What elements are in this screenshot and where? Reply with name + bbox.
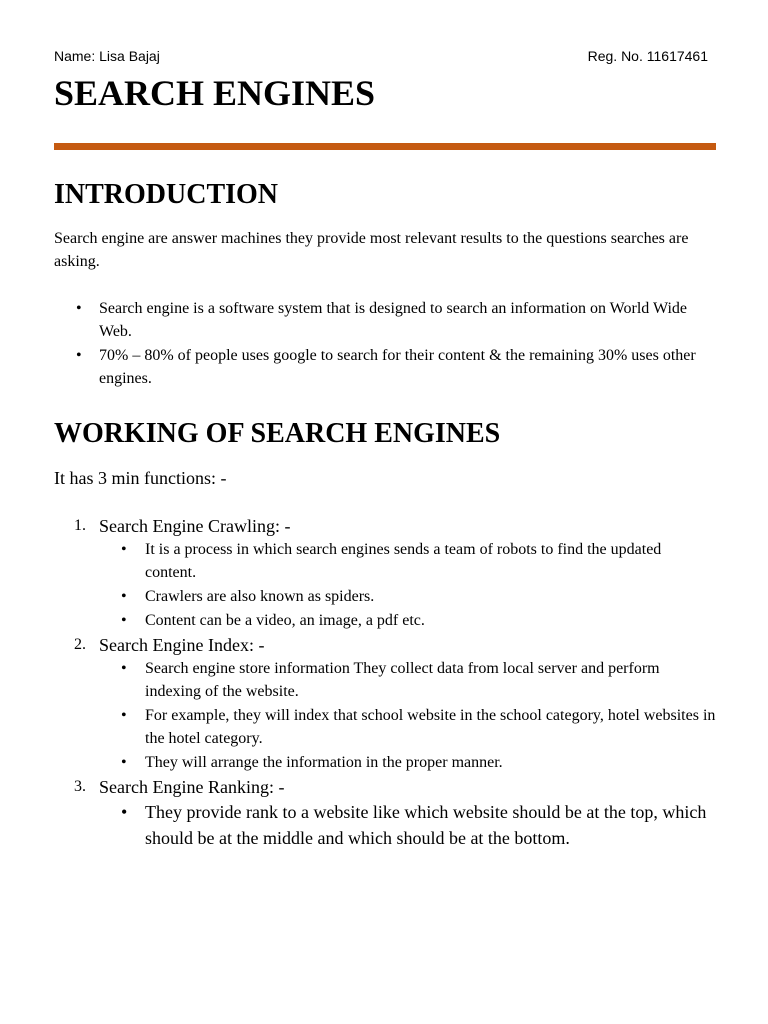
list-item-text: They provide rank to a website like which website should be at the top, which should be at the middle and which should be at the bottom. — [145, 802, 707, 848]
list-item — [54, 538, 716, 584]
introduction-paragraph: Search engine are answer machines they provide most relevant results to the questions searches are asking. — [54, 230, 689, 270]
title-underline-rule — [54, 143, 716, 150]
bullet-icon: • — [76, 347, 82, 364]
function-bullet-list — [54, 538, 716, 632]
function-item-index — [54, 633, 716, 774]
header-meta — [54, 47, 708, 65]
function-item-ranking — [54, 775, 716, 851]
list-item-text: Search engine store information They collect data from local server and perform indexing of the website. — [145, 660, 660, 700]
functions-numbered-list — [54, 514, 716, 852]
working-heading: WORKING OF SEARCH ENGINES — [54, 418, 501, 449]
registration-number: Reg. No. 11617461 — [587, 48, 708, 64]
list-item-text: For example, they will index that school website in the school category, hotel websites in the hotel category. — [145, 707, 716, 747]
list-item-text: It is a process in which search engines sends a team of robots to find the updated content. — [145, 541, 662, 581]
function-bullet-list — [54, 657, 716, 774]
list-item-text: 70% – 80% of people uses google to search for their content & the remaining 30% uses other engines. — [99, 347, 696, 387]
list-number: 1. — [74, 517, 86, 534]
bullet-icon: • — [121, 802, 128, 822]
bullet-icon: • — [76, 300, 82, 317]
function-title: Search Engine Crawling: - — [99, 516, 291, 536]
list-item — [54, 751, 716, 774]
list-item-text: Search engine is a software system that is designed to search an information on World Wide Web. — [99, 300, 687, 340]
list-item — [54, 297, 716, 343]
list-item-text: Content can be a video, an image, a pdf etc. — [145, 612, 425, 629]
list-item — [54, 799, 716, 851]
bullet-icon: • — [121, 707, 127, 724]
bullet-icon: • — [121, 754, 127, 771]
list-item — [54, 704, 716, 750]
bullet-icon: • — [121, 541, 127, 558]
function-heading — [54, 633, 716, 657]
functions-intro-text: It has 3 min functions: - — [54, 468, 227, 488]
list-item — [54, 609, 716, 632]
function-heading — [54, 775, 716, 799]
bullet-icon: • — [121, 660, 127, 677]
list-item — [54, 657, 716, 703]
function-heading — [54, 514, 716, 538]
list-number: 2. — [74, 636, 86, 653]
function-title: Search Engine Index: - — [99, 635, 265, 655]
list-item — [54, 585, 716, 608]
list-item-text: They will arrange the information in the proper manner. — [145, 754, 503, 771]
introduction-bullet-list — [54, 297, 716, 391]
student-name: Name: Lisa Bajaj — [54, 48, 160, 64]
bullet-icon: • — [121, 612, 127, 629]
function-title: Search Engine Ranking: - — [99, 777, 285, 797]
list-item — [54, 344, 716, 390]
document-title: SEARCH ENGINES — [54, 73, 376, 113]
function-item-crawling — [54, 514, 716, 632]
bullet-icon: • — [121, 588, 127, 605]
function-bullet-list — [54, 799, 716, 851]
list-item-text: Crawlers are also known as spiders. — [145, 588, 375, 605]
introduction-heading: INTRODUCTION — [54, 179, 279, 210]
list-number: 3. — [74, 778, 86, 795]
